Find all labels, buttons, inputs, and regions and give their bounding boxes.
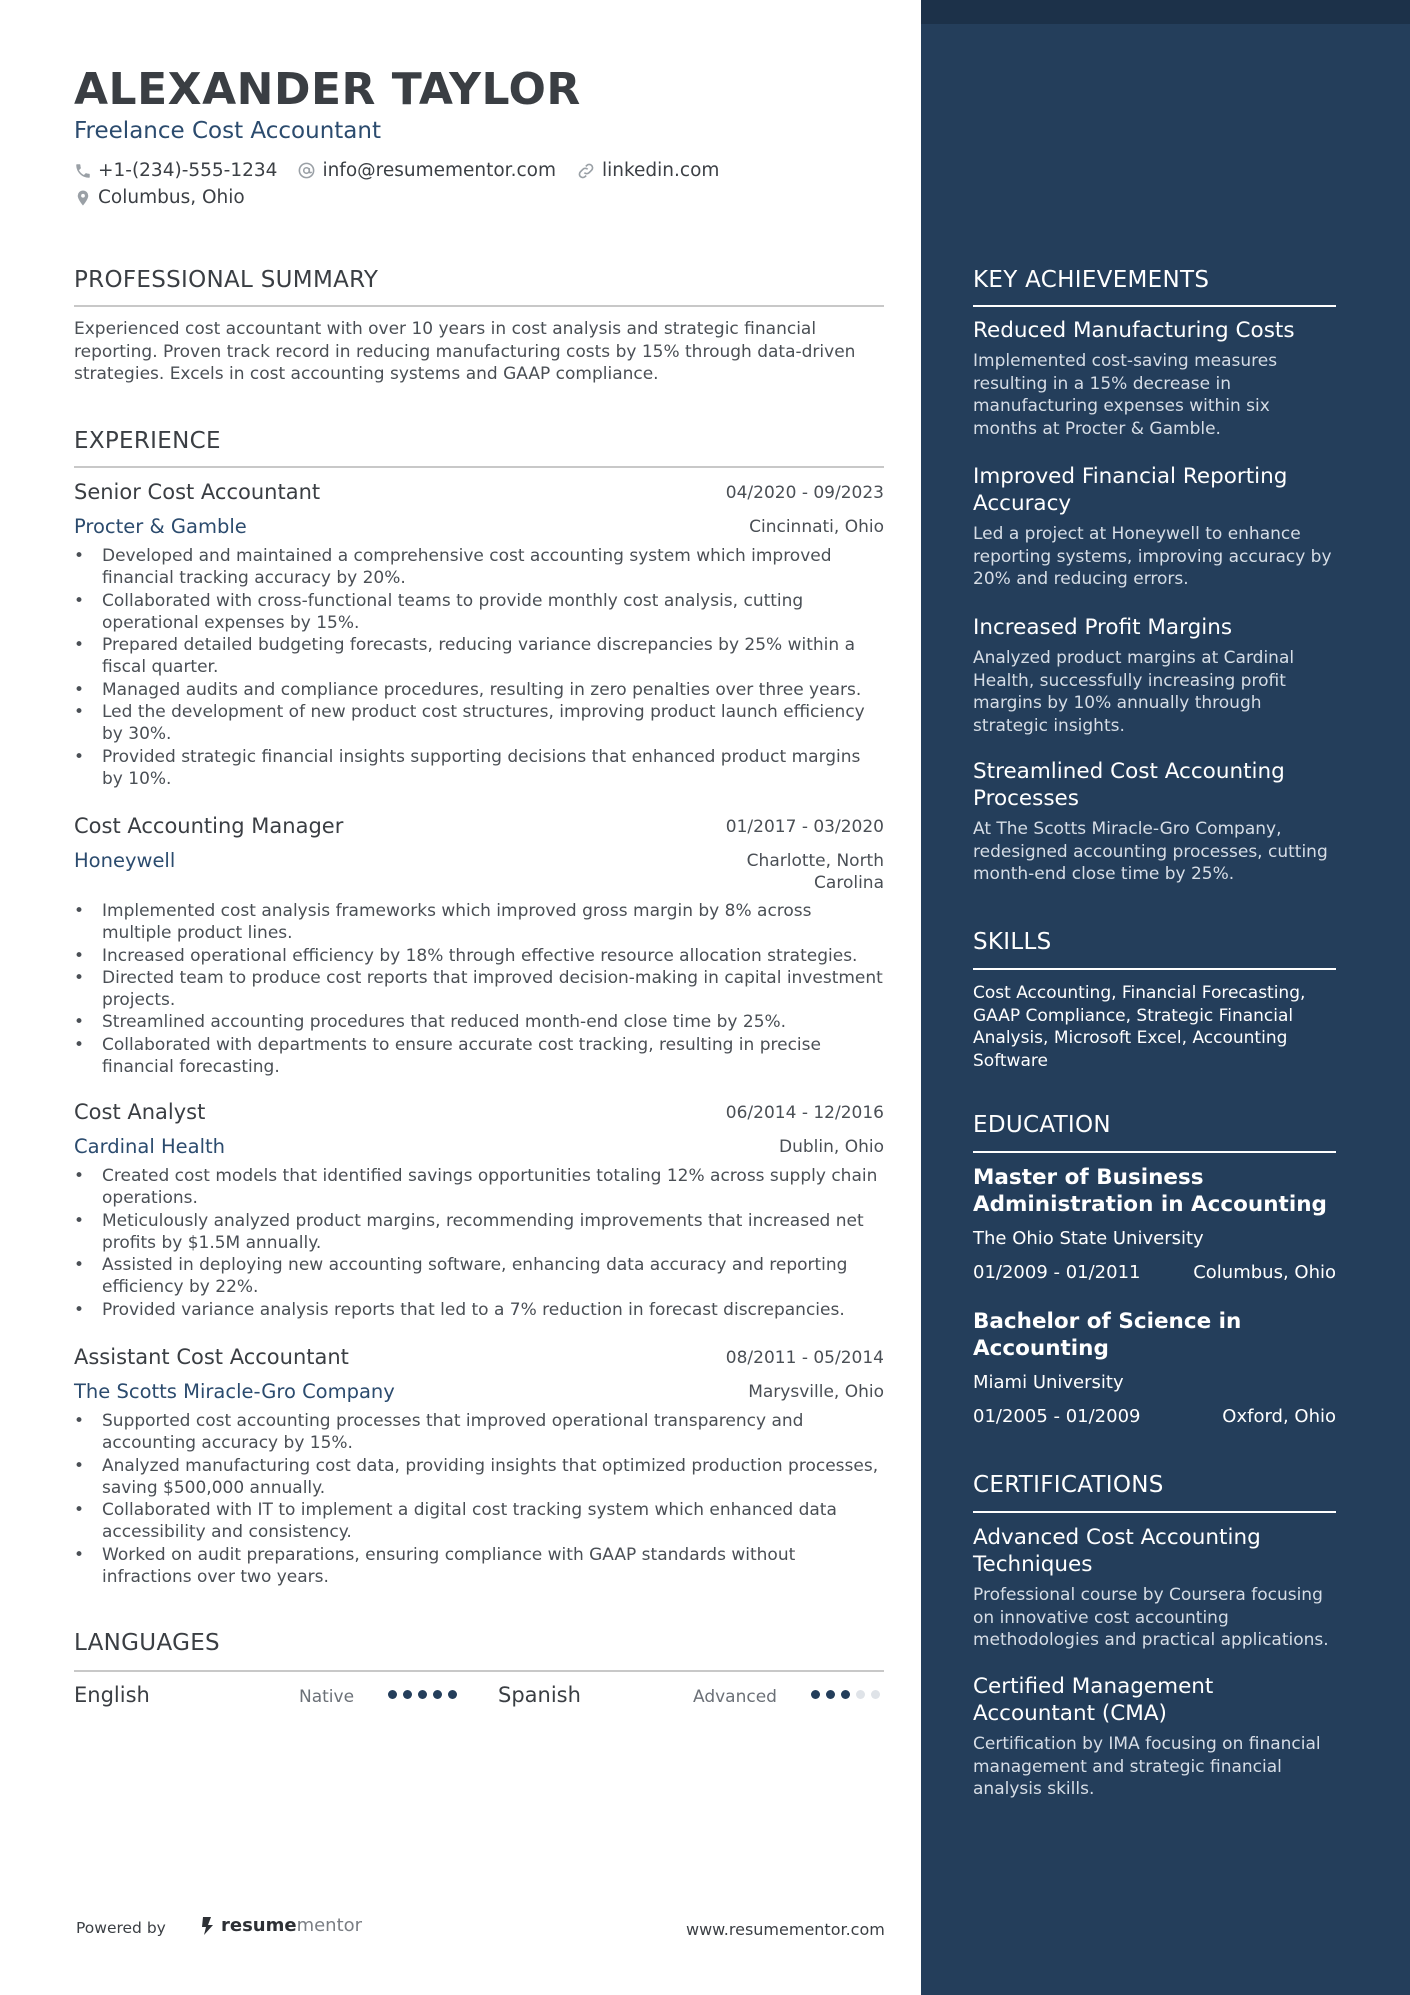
education-meta	[973, 1406, 1336, 1427]
job-bullet: • Prepared detailed budgeting forecasts, reducing variance discrepancies by 25% within a fiscal quarter.	[74, 634, 884, 679]
education-degree: Bachelor of Science in Accounting	[973, 1309, 1242, 1361]
skills-divider	[973, 968, 1336, 970]
achievement-title: Streamlined Cost Accounting Processes	[973, 759, 1285, 811]
experience-heading: EXPERIENCE	[74, 428, 221, 454]
location-contact	[74, 187, 245, 208]
achievement-title: Increased Profit Margins	[973, 615, 1233, 640]
job-dates: 06/2014 - 12/2016	[725, 1103, 884, 1123]
summary-text: Experienced cost accountant with over 10 years in cost analysis and strategic financial reporting. Proven track record in reducing manufacturing costs by 15% through data-driven strategies. Excels in cost accounting systems and GAAP compliance.	[74, 319, 856, 384]
achievement-item	[973, 614, 1336, 737]
footer-url[interactable]: www.resumementor.com	[686, 1920, 885, 1939]
education-dates: 01/2005 - 01/2009	[973, 1406, 1141, 1427]
job-bullet: • Analyzed manufacturing cost data, providing insights that optimized production processes, saving $500,000 annually.	[74, 1455, 884, 1500]
language-level: Native	[299, 1687, 355, 1707]
job-bullets	[74, 1165, 884, 1321]
summary-heading: PROFESSIONAL SUMMARY	[74, 267, 379, 293]
skills-heading: SKILLS	[973, 929, 1052, 955]
achievement-title: Improved Financial Reporting Accuracy	[973, 464, 1288, 516]
languages-divider	[74, 1670, 884, 1672]
email-text[interactable]: info@resumementor.com	[322, 160, 556, 181]
job-dates: 04/2020 - 09/2023	[725, 483, 884, 503]
linkedin-contact[interactable]	[576, 160, 719, 181]
achievement-text: Led a project at Honeywell to enhance reporting systems, improving accuracy by 20% and reducing errors.	[973, 524, 1332, 589]
brand-name-light: mentor	[296, 1915, 363, 1936]
achievement-item	[973, 317, 1336, 440]
achievement-title: Reduced Manufacturing Costs	[973, 318, 1295, 343]
phone-contact	[74, 160, 277, 181]
job-bullet: • Developed and maintained a comprehensive cost accounting system which improved financial tracking accuracy by 20%.	[74, 545, 884, 590]
job-bullets	[74, 900, 884, 1078]
job-bullet: • Led the development of new product cost structures, improving product launch efficiency by 30%.	[74, 701, 884, 746]
summary-divider	[74, 305, 884, 307]
job-bullet: • Directed team to produce cost reports that improved decision-making in capital investment projects.	[74, 967, 884, 1012]
location-text: Columbus, Ohio	[98, 187, 245, 208]
job-location: Marysville, Ohio	[748, 1382, 884, 1402]
job-bullet: • Streamlined accounting procedures that reduced month-end close time by 25%.	[74, 1011, 884, 1033]
rating-dot-filled	[811, 1690, 820, 1699]
email-contact[interactable]	[297, 160, 556, 181]
achievement-text: At The Scotts Miracle-Gro Company, redesigned accounting processes, cutting month-end close time by 25%.	[973, 819, 1328, 884]
education-location: Columbus, Ohio	[1193, 1262, 1336, 1283]
contact-row	[74, 160, 739, 181]
brand-name-bold: resume	[221, 1915, 297, 1936]
achievements-heading: KEY ACHIEVEMENTS	[973, 267, 1210, 293]
education-meta	[973, 1262, 1336, 1283]
rating-dot-filled	[841, 1690, 850, 1699]
rating-dot-empty	[856, 1690, 865, 1699]
achievement-item	[973, 463, 1336, 591]
education-degree: Master of Business Administration in Accounting	[973, 1165, 1327, 1217]
education-location: Oxford, Ohio	[1222, 1406, 1336, 1427]
skills-list: Cost Accounting, Financial Forecasting, GAAP Compliance, Strategic Financial Analysis, Microsoft Excel, Accounting Software	[973, 983, 1306, 1071]
education-dates: 01/2009 - 01/2011	[973, 1262, 1141, 1283]
achievement-text: Implemented cost-saving measures resulting in a 15% decrease in manufacturing expenses within six months at Procter & Gamble.	[973, 351, 1278, 439]
job-role: Cost Accounting Manager	[74, 814, 344, 838]
language-name: Spanish	[498, 1683, 581, 1707]
rating-dot-empty	[871, 1690, 880, 1699]
job-bullet: • Collaborated with IT to implement a digital cost tracking system which enhanced data accessibility and consistency.	[74, 1499, 884, 1544]
education-school: The Ohio State University	[973, 1228, 1204, 1249]
candidate-name: ALEXANDER TAYLOR	[74, 64, 581, 115]
job-bullets	[74, 1410, 884, 1588]
job-location: Dublin, Ohio	[779, 1137, 884, 1157]
sidebar-top-band	[921, 0, 1410, 24]
language-rating	[811, 1690, 886, 1699]
job-bullet: • Created cost models that identified savings opportunities totaling 12% across supply chain operations.	[74, 1165, 884, 1210]
phone-text: +1-(234)-555-1234	[98, 160, 278, 181]
language-name: English	[74, 1683, 150, 1707]
job-bullet: • Provided variance analysis reports that led to a 7% reduction in forecast discrepancies.	[74, 1299, 884, 1321]
experience-divider	[74, 466, 884, 468]
job-bullet: • Managed audits and compliance procedures, resulting in zero penalties over three years.	[74, 679, 884, 701]
brand-logo[interactable]	[200, 1915, 362, 1936]
rating-dot-filled	[433, 1690, 442, 1699]
achievement-text: Analyzed product margins at Cardinal Health, successfully increasing profit margins by 10% annually through strategic insights.	[973, 648, 1295, 736]
location-row	[74, 187, 265, 208]
education-school: Miami University	[973, 1372, 1124, 1393]
brand-mark-icon	[200, 1916, 216, 1936]
linkedin-text[interactable]: linkedin.com	[601, 160, 720, 181]
job-role: Assistant Cost Accountant	[74, 1345, 349, 1369]
achievements-divider	[973, 305, 1336, 307]
job-dates: 08/2011 - 05/2014	[725, 1348, 884, 1368]
rating-dot-filled	[448, 1690, 457, 1699]
rating-dot-filled	[403, 1690, 412, 1699]
job-role: Cost Analyst	[74, 1100, 206, 1124]
job-bullet: • Assisted in deploying new accounting software, enhancing data accuracy and reporting efficiency by 22%.	[74, 1254, 884, 1299]
certification-title: Advanced Cost Accounting Techniques	[973, 1525, 1261, 1577]
certification-text: Professional course by Coursera focusing on innovative cost accounting methodologies and practical applications.	[973, 1585, 1329, 1650]
job-company: The Scotts Miracle-Gro Company	[74, 1380, 395, 1403]
location-pin-icon	[74, 188, 92, 208]
job-bullet: • Implemented cost analysis frameworks which improved gross margin by 8% across multiple product lines.	[74, 900, 884, 945]
phone-icon	[74, 162, 92, 180]
rating-dot-filled	[418, 1690, 427, 1699]
job-company: Procter & Gamble	[74, 515, 247, 538]
job-role: Senior Cost Accountant	[74, 480, 321, 504]
job-bullet: • Supported cost accounting processes that improved operational transparency and accounting accuracy by 15%.	[74, 1410, 884, 1455]
job-location: Cincinnati, Ohio	[749, 517, 884, 537]
language-rating	[388, 1690, 463, 1699]
job-bullet: • Increased operational efficiency by 18% through effective resource allocation strategies.	[74, 945, 884, 967]
certification-title: Certified Management Accountant (CMA)	[973, 1674, 1214, 1726]
at-icon	[297, 161, 316, 180]
powered-by-label: Powered by	[76, 1919, 166, 1937]
certification-text: Certification by IMA focusing on financial management and strategic financial analysis skills.	[973, 1734, 1321, 1799]
certification-item	[973, 1524, 1336, 1652]
certifications-heading: CERTIFICATIONS	[973, 1472, 1164, 1498]
education-divider	[973, 1151, 1336, 1153]
link-icon	[576, 161, 596, 181]
rating-dot-filled	[826, 1690, 835, 1699]
job-bullets	[74, 545, 884, 790]
education-item	[973, 1308, 1336, 1427]
candidate-title: Freelance Cost Accountant	[74, 118, 381, 144]
language-level: Advanced	[693, 1687, 777, 1707]
rating-dot-filled	[388, 1690, 397, 1699]
certifications-divider	[973, 1511, 1336, 1513]
job-dates: 01/2017 - 03/2020	[725, 817, 884, 837]
achievement-item	[973, 758, 1336, 886]
education-heading: EDUCATION	[973, 1112, 1111, 1138]
job-bullet: • Worked on audit preparations, ensuring compliance with GAAP standards without infractions over two years.	[74, 1544, 884, 1589]
job-company: Cardinal Health	[74, 1135, 225, 1158]
job-bullet: • Provided strategic financial insights supporting decisions that enhanced product margins by 10%.	[74, 746, 884, 791]
languages-heading: LANGUAGES	[74, 1630, 220, 1656]
job-bullet: • Collaborated with departments to ensure accurate cost tracking, resulting in precise financial forecasting.	[74, 1034, 884, 1079]
job-bullet: • Meticulously analyzed product margins, recommending improvements that increased net profits by $1.5M annually.	[74, 1210, 884, 1255]
job-location: Charlotte, North Carolina	[746, 851, 884, 893]
job-bullet: • Collaborated with cross-functional teams to provide monthly cost analysis, cutting operational expenses by 15%.	[74, 590, 884, 635]
job-company: Honeywell	[74, 849, 176, 872]
education-item	[973, 1164, 1336, 1283]
certification-item	[973, 1673, 1336, 1801]
